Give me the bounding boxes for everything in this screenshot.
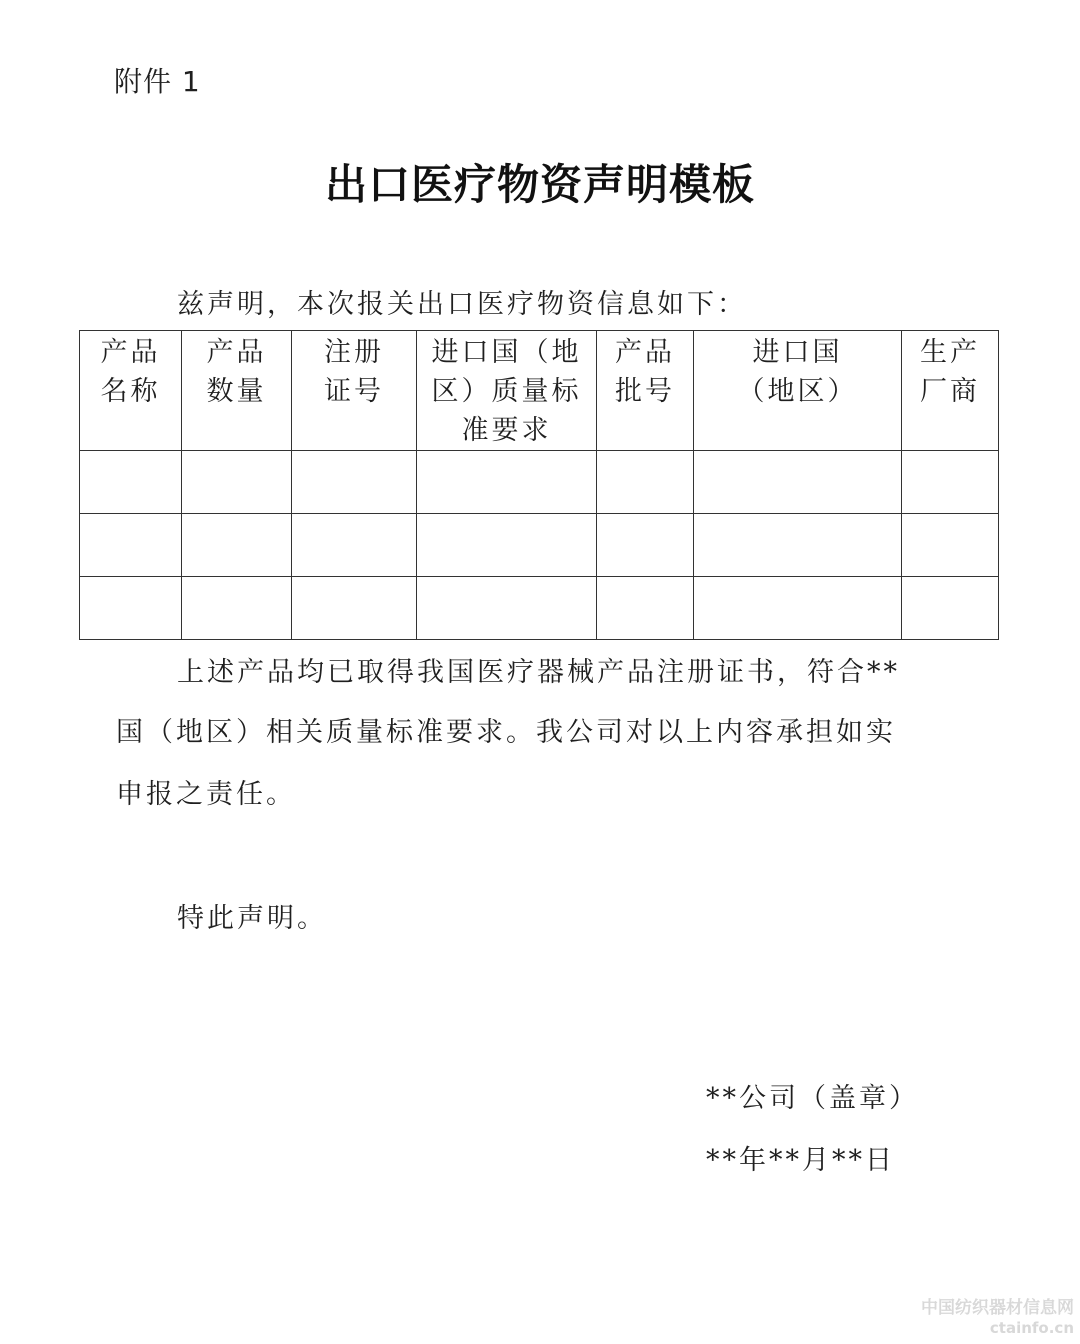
site-watermark [921, 1298, 1074, 1338]
watermark-domain: ctainfo.cn [989, 1319, 1074, 1337]
watermark-site-name: 中国纺织器材信息网 [921, 1298, 1074, 1318]
header-line: 名称 [100, 376, 161, 407]
table-cell [902, 451, 999, 514]
header-line: （地区） [737, 376, 858, 407]
header-line: 生产 [920, 337, 980, 368]
header-manufacturer [902, 331, 999, 451]
table-cell [182, 577, 292, 640]
company-seal-line: **公司（盖章） [706, 1083, 919, 1114]
table-cell [597, 577, 694, 640]
header-line: 证号 [324, 376, 384, 407]
attachment-label: 附件 1 [114, 65, 201, 98]
header-import-country [694, 331, 902, 451]
header-registration-number [292, 331, 417, 451]
header-product-quantity [182, 331, 292, 451]
table-cell [597, 451, 694, 514]
table-cell [902, 514, 999, 577]
table-row [80, 577, 999, 640]
table-cell [80, 451, 182, 514]
closing-text: 特此声明。 [177, 903, 327, 934]
table-cell [292, 451, 417, 514]
header-line: 进口国 [752, 337, 843, 368]
table-cell [417, 577, 597, 640]
document-title: 出口医疗物资声明模板 [324, 160, 755, 209]
table-row [80, 514, 999, 577]
table-cell [417, 514, 597, 577]
table-header-row [80, 331, 999, 451]
table-row [80, 451, 999, 514]
header-line: 批号 [615, 376, 675, 407]
header-line: 产品 [615, 337, 675, 368]
table-cell [292, 514, 417, 577]
date-line: **年**月**日 [706, 1145, 895, 1176]
table-cell [417, 451, 597, 514]
table-cell [80, 577, 182, 640]
header-product-name [80, 331, 182, 451]
product-info-table [79, 330, 999, 640]
header-line: 产品 [100, 337, 161, 368]
table-cell [80, 514, 182, 577]
statement-line-2: 国（地区）相关质量标准要求。我公司对以上内容承担如实 [116, 717, 896, 748]
header-line: 厂商 [920, 376, 980, 407]
table-cell [182, 514, 292, 577]
table-cell [902, 577, 999, 640]
header-line: 产品 [206, 337, 267, 368]
header-line: 数量 [206, 376, 267, 407]
table-cell [694, 451, 902, 514]
header-line: 准要求 [461, 415, 552, 446]
statement-line-1: 上述产品均已取得我国医疗器械产品注册证书，符合** [177, 657, 900, 688]
intro-text: 兹声明，本次报关出口医疗物资信息如下： [177, 289, 747, 320]
header-line: 区）质量标 [431, 376, 582, 407]
header-quality-standard [417, 331, 597, 451]
table-cell [292, 577, 417, 640]
header-line: 注册 [324, 337, 384, 368]
table-cell [694, 577, 902, 640]
statement-line-3: 申报之责任。 [116, 779, 296, 810]
table-cell [694, 514, 902, 577]
header-line: 进口国（地 [431, 337, 582, 368]
table-cell [597, 514, 694, 577]
header-batch-number [597, 331, 694, 451]
table-cell [182, 451, 292, 514]
